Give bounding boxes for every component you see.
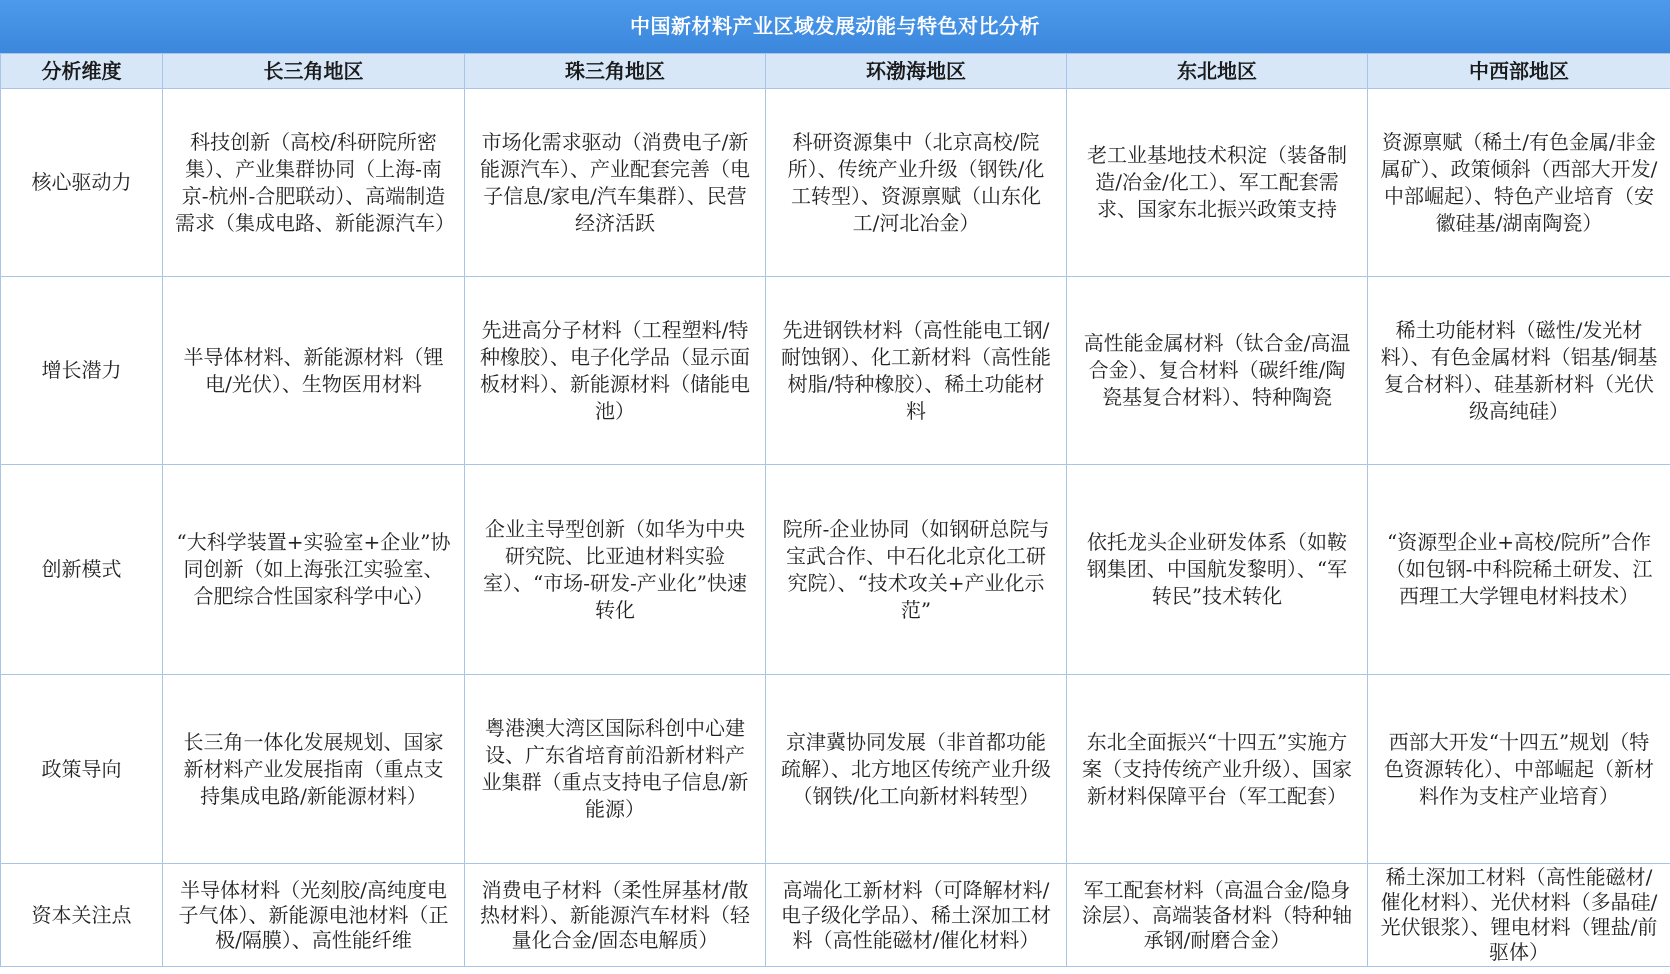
header-row bbox=[1, 54, 1670, 89]
row-label-core-drive: 核心驱动力 bbox=[1, 89, 163, 277]
header-northeast: 东北地区 bbox=[1067, 54, 1368, 89]
table-row bbox=[1, 89, 1670, 277]
cell-central-west: 稀土功能材料（磁性/发光材料）、有色金属材料（铝基/铜基复合材料）、硅基新材料（光伏级高纯硅） bbox=[1368, 277, 1670, 465]
header-dimension: 分析维度 bbox=[1, 54, 163, 89]
cell-yangtze-delta: “大科学装置+实验室+企业”协同创新（如上海张江实验室、合肥综合性国家科学中心） bbox=[163, 465, 465, 675]
cell-northeast: 老工业基地技术积淀（装备制造/冶金/化工）、军工配套需求、国家东北振兴政策支持 bbox=[1067, 89, 1368, 277]
cell-bohai-rim: 京津冀协同发展（非首都功能疏解）、北方地区传统产业升级（钢铁/化工向新材料转型） bbox=[766, 675, 1067, 864]
row-label-growth-potential: 增长潜力 bbox=[1, 277, 163, 465]
row-label-innovation-model: 创新模式 bbox=[1, 465, 163, 675]
table-row bbox=[1, 277, 1670, 465]
cell-central-west: “资源型企业+高校/院所”合作（如包钢-中科院稀土研发、江西理工大学锂电材料技术） bbox=[1368, 465, 1670, 675]
cell-northeast: 东北全面振兴“十四五”实施方案（支持传统产业升级）、国家新材料保障平台（军工配套） bbox=[1067, 675, 1368, 864]
cell-central-west: 稀土深加工材料（高性能磁材/催化材料）、光伏材料（多晶硅/光伏银浆）、锂电材料（锂盐/前驱体） bbox=[1368, 864, 1670, 967]
cell-northeast: 高性能金属材料（钛合金/高温合金）、复合材料（碳纤维/陶瓷基复合材料）、特种陶瓷 bbox=[1067, 277, 1368, 465]
header-pearl-delta: 珠三角地区 bbox=[465, 54, 766, 89]
cell-pearl-delta: 消费电子材料（柔性屏基材/散热材料）、新能源汽车材料（轻量化合金/固态电解质） bbox=[465, 864, 766, 967]
cell-bohai-rim: 院所-企业协同（如钢研总院与宝武合作、中石化北京化工研究院）、“技术攻关+产业化示范” bbox=[766, 465, 1067, 675]
cell-yangtze-delta: 半导体材料（光刻胶/高纯度电子气体）、新能源电池材料（正极/隔膜）、高性能纤维 bbox=[163, 864, 465, 967]
table-row bbox=[1, 864, 1670, 967]
cell-pearl-delta: 粤港澳大湾区国际科创中心建设、广东省培育前沿新材料产业集群（重点支持电子信息/新能源） bbox=[465, 675, 766, 864]
cell-pearl-delta: 企业主导型创新（如华为中央研究院、比亚迪材料实验室）、“市场-研发-产业化”快速转化 bbox=[465, 465, 766, 675]
cell-northeast: 军工配套材料（高温合金/隐身涂层）、高端装备材料（特种轴承钢/耐磨合金） bbox=[1067, 864, 1368, 967]
table-row bbox=[1, 675, 1670, 864]
cell-pearl-delta: 先进高分子材料（工程塑料/特种橡胶）、电子化学品（显示面板材料）、新能源材料（储能电池） bbox=[465, 277, 766, 465]
cell-bohai-rim: 先进钢铁材料（高性能电工钢/耐蚀钢）、化工新材料（高性能树脂/特种橡胶）、稀土功能材料 bbox=[766, 277, 1067, 465]
header-yangtze-delta: 长三角地区 bbox=[163, 54, 465, 89]
row-label-policy-orientation: 政策导向 bbox=[1, 675, 163, 864]
cell-yangtze-delta: 长三角一体化发展规划、国家新材料产业发展指南（重点支持集成电路/新能源材料） bbox=[163, 675, 465, 864]
cell-pearl-delta: 市场化需求驱动（消费电子/新能源汽车）、产业配套完善（电子信息/家电/汽车集群）、民营经济活跃 bbox=[465, 89, 766, 277]
cell-northeast: 依托龙头企业研发体系（如鞍钢集团、中国航发黎明）、“军转民”技术转化 bbox=[1067, 465, 1368, 675]
header-bohai-rim: 环渤海地区 bbox=[766, 54, 1067, 89]
cell-central-west: 资源禀赋（稀土/有色金属/非金属矿）、政策倾斜（西部大开发/中部崛起）、特色产业培育（安徽硅基/湖南陶瓷） bbox=[1368, 89, 1670, 277]
row-label-capital-focus: 资本关注点 bbox=[1, 864, 163, 967]
comparison-table bbox=[0, 53, 1670, 967]
header-central-west: 中西部地区 bbox=[1368, 54, 1670, 89]
cell-yangtze-delta: 科技创新（高校/科研院所密集）、产业集群协同（上海-南京-杭州-合肥联动）、高端制造需求（集成电路、新能源汽车） bbox=[163, 89, 465, 277]
cell-yangtze-delta: 半导体材料、新能源材料（锂电/光伏）、生物医用材料 bbox=[163, 277, 465, 465]
cell-bohai-rim: 科研资源集中（北京高校/院所）、传统产业升级（钢铁/化工转型）、资源禀赋（山东化工/河北冶金） bbox=[766, 89, 1067, 277]
table-row bbox=[1, 465, 1670, 675]
table-title: 中国新材料产业区域发展动能与特色对比分析 bbox=[0, 0, 1670, 53]
cell-bohai-rim: 高端化工新材料（可降解材料/电子级化学品）、稀土深加工材料（高性能磁材/催化材料） bbox=[766, 864, 1067, 967]
cell-central-west: 西部大开发“十四五”规划（特色资源转化）、中部崛起（新材料作为支柱产业培育） bbox=[1368, 675, 1670, 864]
